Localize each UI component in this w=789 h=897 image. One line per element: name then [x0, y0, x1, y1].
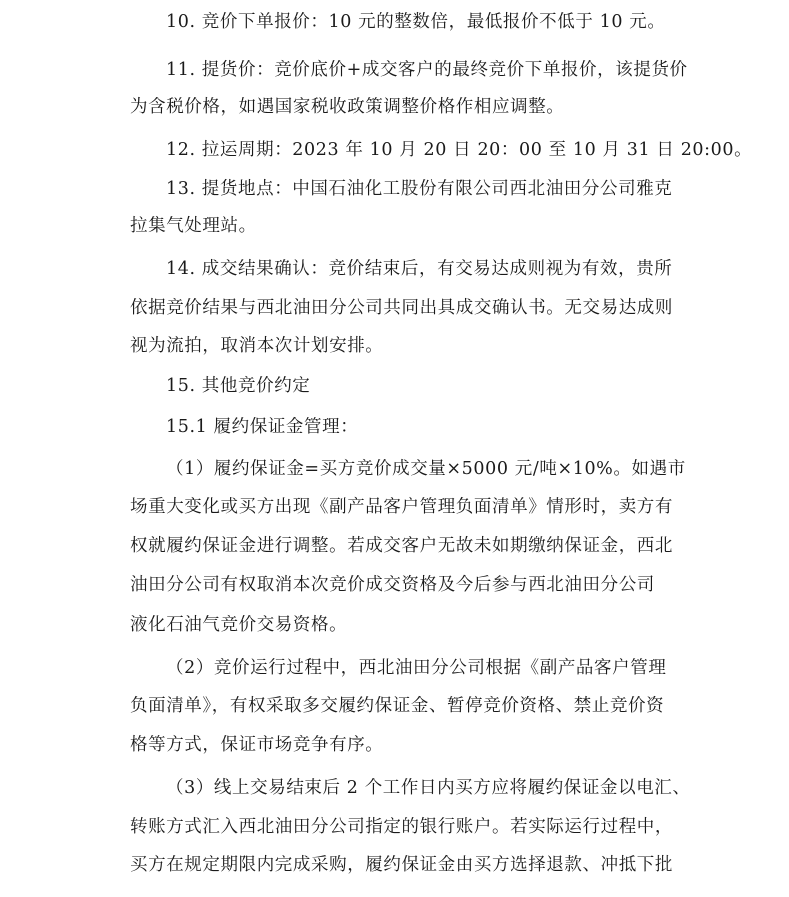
- text-line: 依据竞价结果与西北油田分公司共同出具成交确认书。无交易达成则: [130, 298, 673, 318]
- text-line: 14. 成交结果确认：竞价结束后，有交易达成则视为有效，贵所: [166, 259, 673, 279]
- text-line: 11. 提货价：竞价底价+成交客户的最终竞价下单报价，该提货价: [166, 60, 688, 80]
- text-line: 负面清单》，有权采取多交履约保证金、暂停竞价资格、禁止竞价资: [130, 696, 665, 716]
- text-line: 格等方式，保证市场竞争有序。: [130, 735, 384, 755]
- text-line: （1）履约保证金=买方竞价成交量×5000 元/吨×10%。如遇市: [166, 459, 686, 479]
- text-line: 为含税价格，如遇国家税收政策调整价格作相应调整。: [130, 97, 565, 117]
- text-line: 视为流拍，取消本次计划安排。: [130, 336, 384, 356]
- text-line: 场重大变化或买方出现《副产品客户管理负面清单》情形时，卖方有: [130, 497, 673, 517]
- text-line: 拉集气处理站。: [130, 216, 257, 236]
- text-line: （2）竞价运行过程中，西北油田分公司根据《副产品客户管理: [166, 658, 667, 678]
- text-line: 油田分公司有权取消本次竞价成交资格及今后参与西北油田分公司: [130, 575, 655, 595]
- text-line: （3）线上交易结束后 2 个工作日内买方应将履约保证金以电汇、: [166, 778, 691, 798]
- text-line: 买方在规定期限内完成采购，履约保证金由买方选择退款、冲抵下批: [130, 855, 673, 875]
- text-line: 权就履约保证金进行调整。若成交客户无故未如期缴纳保证金，西北: [130, 536, 673, 556]
- text-line: 液化石油气竞价交易资格。: [130, 615, 348, 635]
- section-heading: 15. 其他竞价约定: [166, 376, 311, 396]
- text-line: 转账方式汇入西北油田分公司指定的银行账户。若实际运行过程中，: [130, 817, 673, 837]
- text-line: 10. 竞价下单报价：10 元的整数倍，最低报价不低于 10 元。: [166, 12, 666, 32]
- subsection-heading: 15.1 履约保证金管理：: [166, 417, 359, 437]
- text-line: 13. 提货地点：中国石油化工股份有限公司西北油田分公司雅克: [166, 179, 673, 199]
- text-line: 12. 拉运周期：2023 年 10 月 20 日 20：00 至 10 月 31 日 20:00。: [166, 140, 753, 160]
